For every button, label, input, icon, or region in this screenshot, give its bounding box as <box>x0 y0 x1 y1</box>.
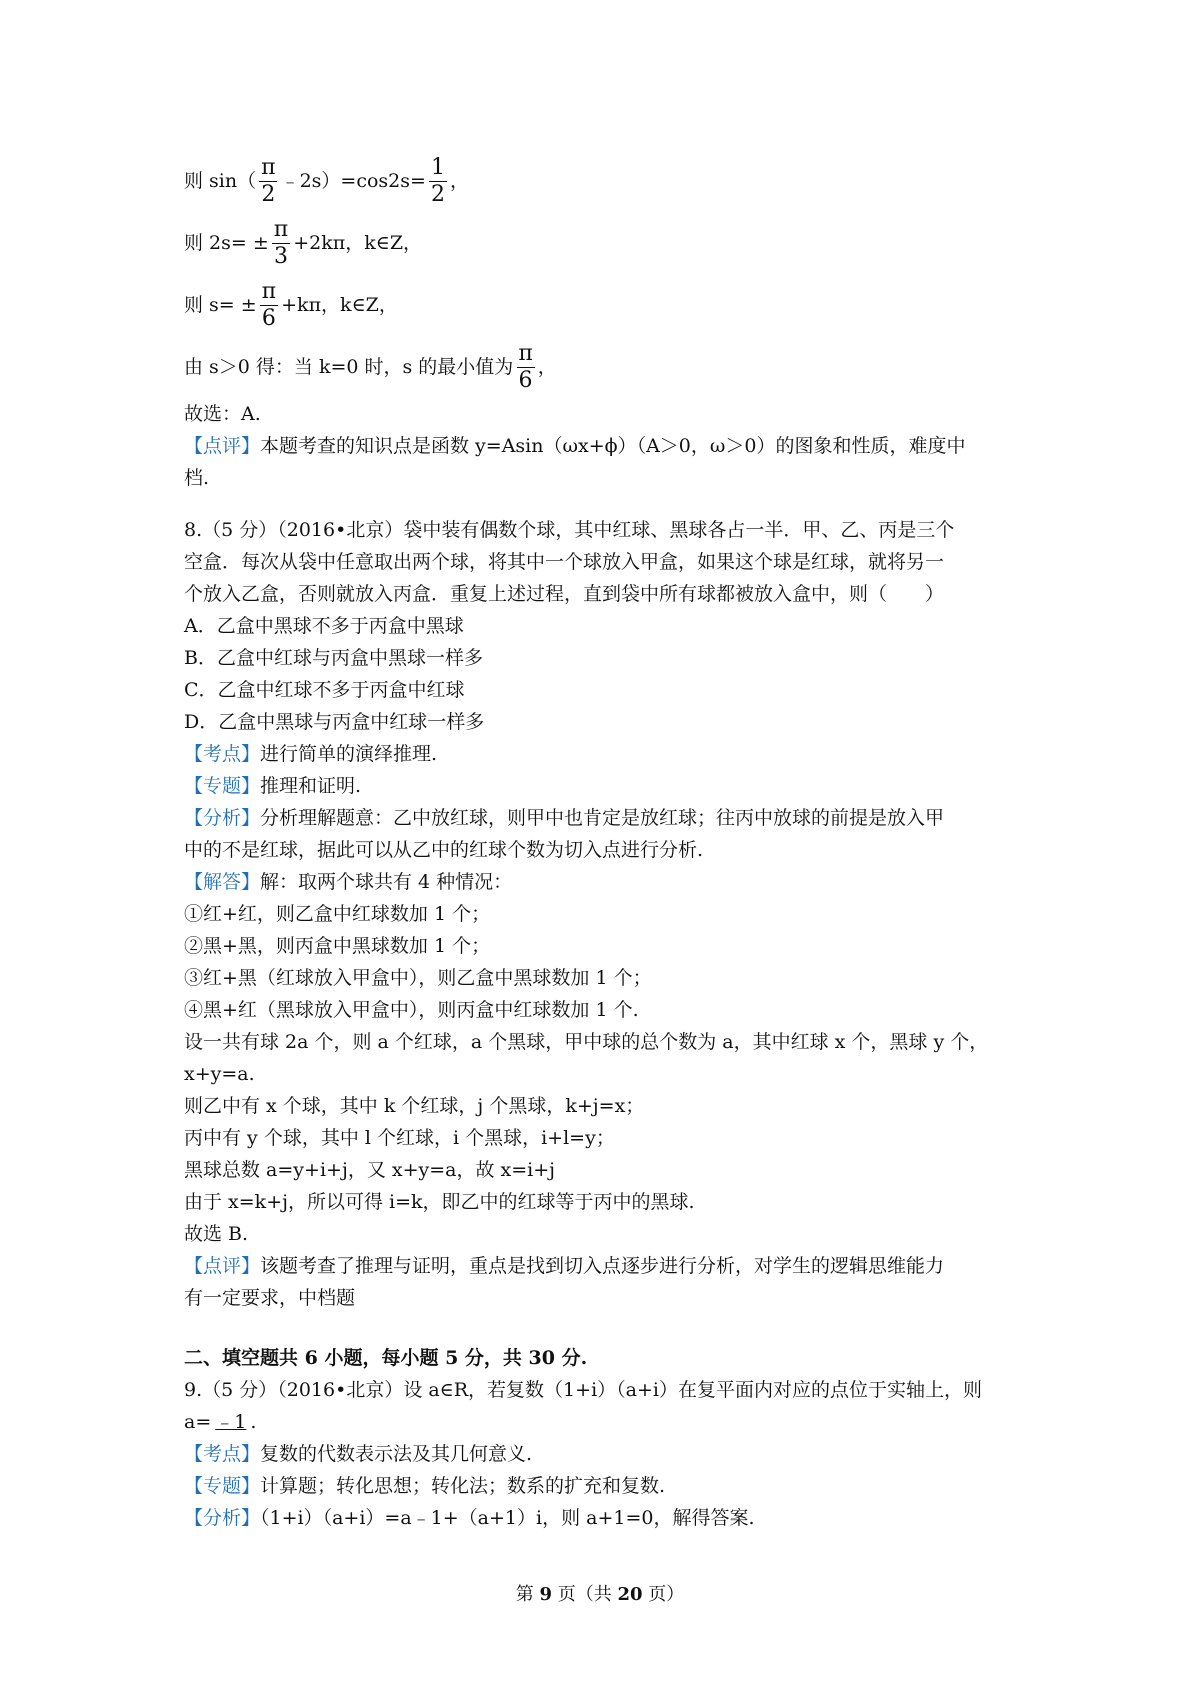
fraction-pi-over-3 <box>272 217 290 270</box>
review-tag: 【点评】 <box>184 435 261 457</box>
q9-stem-1: 9.（5 分）（2016•北京）设 a∈R，若复数（1+i）（a+i）在复平面内对应的点位于实轴上，则 <box>184 1379 982 1401</box>
q7-review-cont: 档. <box>184 467 210 489</box>
q8-stem-2: 空盒．每次从袋中任意取出两个球，将其中一个球放入甲盒，如果这个球是红球，就将另一 <box>184 551 945 573</box>
section-heading: 二、填空题共 6 小题，每小题 5 分，共 30 分. <box>184 1347 588 1369</box>
q8-stem-3: 个放入乙盒，否则就放入丙盒．重复上述过程，直到袋中所有球都被放入盒中，则（ ） <box>184 583 945 605</box>
numerator: π <box>273 216 289 242</box>
math-line-3 <box>184 274 1024 336</box>
denominator: 6 <box>518 367 533 393</box>
q8-solution-3: 则乙中有 x 个球，其中 k 个红球，j 个黑球，k+j=x； <box>184 1095 645 1117</box>
text: +kπ，k∈Z， <box>281 294 398 316</box>
denominator: 2 <box>430 181 445 207</box>
q8-case-1: ①红+红，则乙盒中红球数加 1 个； <box>184 903 491 925</box>
total-pages: 20 <box>617 1584 643 1605</box>
q8-solution-6: 由于 x=k+j，所以可得 i=k，即乙中的红球等于丙中的黑球. <box>184 1191 695 1213</box>
q8-fenxi <box>184 802 1024 834</box>
text: 由 s＞0 得：当 k=0 时，s 的最小值为 <box>184 356 514 378</box>
text: 复数的代数表示法及其几何意义. <box>260 1443 533 1465</box>
q8-stem-1: 8.（5 分）（2016•北京）袋中装有偶数个球，其中红球、黑球各占一半．甲、乙、丙是三个 <box>184 519 955 541</box>
text: ， <box>537 356 557 378</box>
q9-stem-2 <box>184 1406 1024 1438</box>
q9-kaodian <box>184 1438 1024 1470</box>
denominator: 6 <box>261 305 276 331</box>
q8-review <box>184 1250 1024 1282</box>
text: 计算题；转化思想；转化法；数系的扩充和复数. <box>260 1475 666 1497</box>
text: 则 s= ± <box>184 294 257 316</box>
numerator: 1 <box>430 154 445 180</box>
q8-zhuanti <box>184 770 1024 802</box>
denominator: 3 <box>274 243 288 269</box>
text: 推理和证明. <box>260 775 362 797</box>
zhuanti-tag: 【专题】 <box>184 1475 261 1497</box>
q8-case-3: ③红+黑（红球放入甲盒中），则乙盒中黑球数加 1 个； <box>184 967 652 989</box>
q8-case-4: ④黑+红（黑球放入甲盒中），则丙盒中红球数加 1 个. <box>184 999 639 1021</box>
numerator: π <box>261 278 277 304</box>
text: . <box>250 1411 257 1433</box>
q8-solution-4: 丙中有 y 个球，其中 l 个红球，i 个黑球，i+l=y； <box>184 1127 615 1149</box>
q8-solution-1: 设一共有球 2a 个，则 a 个红球，a 个黑球，甲中球的总个数为 a，其中红球 x 个，黑球 y 个， <box>184 1031 989 1053</box>
q8-review-cont: 有一定要求，中档题 <box>184 1287 356 1309</box>
q8-solution-2: x+y=a. <box>184 1063 255 1085</box>
q8-kaodian <box>184 738 1024 770</box>
review-tag: 【点评】 <box>184 1255 261 1277</box>
text: 页（共 <box>552 1584 618 1605</box>
text: +2kπ，k∈Z， <box>293 232 423 254</box>
q8-case-2: ②黑+黑，则丙盒中黑球数加 1 个； <box>184 935 491 957</box>
text: 进行简单的演绎推理. <box>260 743 438 765</box>
text: 该题考查了推理与证明，重点是找到切入点逐步进行分析，对学生的逻辑思维能力 <box>260 1255 945 1277</box>
q7-choice: 故选：A. <box>184 403 261 425</box>
answer-blank: ﹣1 <box>215 1411 247 1433</box>
text: 则 2s= ± <box>184 232 269 254</box>
q9-fenxi <box>184 1502 1024 1534</box>
fraction-pi-over-2 <box>259 155 277 208</box>
q9-zhuanti <box>184 1470 1024 1502</box>
text: 则 sin（ <box>184 170 257 192</box>
numerator: π <box>518 340 533 366</box>
page-footer <box>0 1580 1200 1606</box>
text: 本题考查的知识点是函数 y=Asin（ωx+ϕ）（A＞0，ω＞0）的图象和性质，难度中 <box>260 435 966 457</box>
text: 分析理解题意：乙中放红球，则甲中也肯定是放红球；往丙中放球的前提是放入甲 <box>260 807 945 829</box>
text: ， <box>449 170 469 192</box>
text: 页） <box>642 1584 685 1605</box>
q8-option-b: B．乙盒中红球与丙盒中黑球一样多 <box>184 647 483 669</box>
text: 解：取两个球共有 4 种情况： <box>260 871 513 893</box>
q8-choice: 故选 B. <box>184 1223 249 1245</box>
fraction-one-half <box>429 155 447 208</box>
q7-review <box>184 430 1024 462</box>
jieda-tag: 【解答】 <box>184 871 261 893</box>
q8-solution-5: 黑球总数 a=y+i+j，又 x+y=a，故 x=i+j <box>184 1159 556 1181</box>
fenxi-tag: 【分析】 <box>184 807 261 829</box>
fraction-pi-over-6 <box>260 279 278 332</box>
q8-option-a: A．乙盒中黑球不多于丙盒中黑球 <box>184 615 464 637</box>
q8-jieda <box>184 866 1024 898</box>
q8-fenxi-cont: 中的不是红球，据此可以从乙中的红球个数为切入点进行分析. <box>184 839 704 861</box>
math-line-4 <box>184 336 1024 398</box>
text: 第 <box>515 1584 540 1605</box>
zhuanti-tag: 【专题】 <box>184 775 261 797</box>
text: （1+i）（a+i）=a﹣1+（a+1）i，则 a+1=0，解得答案. <box>260 1507 755 1529</box>
kaodian-tag: 【考点】 <box>184 743 261 765</box>
math-line-1 <box>184 150 1024 212</box>
fenxi-tag: 【分析】 <box>184 1507 261 1529</box>
text: a= <box>184 1411 212 1433</box>
page-content <box>184 150 1024 1534</box>
q8-option-c: C．乙盒中红球不多于丙盒中红球 <box>184 679 465 701</box>
kaodian-tag: 【考点】 <box>184 1443 261 1465</box>
fraction-pi-over-6 <box>516 341 534 394</box>
numerator: π <box>261 154 276 180</box>
q8-option-d: D．乙盒中黑球与丙盒中红球一样多 <box>184 711 485 733</box>
text: ﹣2s）=cos2s= <box>280 170 426 192</box>
math-line-2 <box>184 212 1024 274</box>
page-number: 9 <box>539 1584 552 1605</box>
denominator: 2 <box>261 181 276 207</box>
